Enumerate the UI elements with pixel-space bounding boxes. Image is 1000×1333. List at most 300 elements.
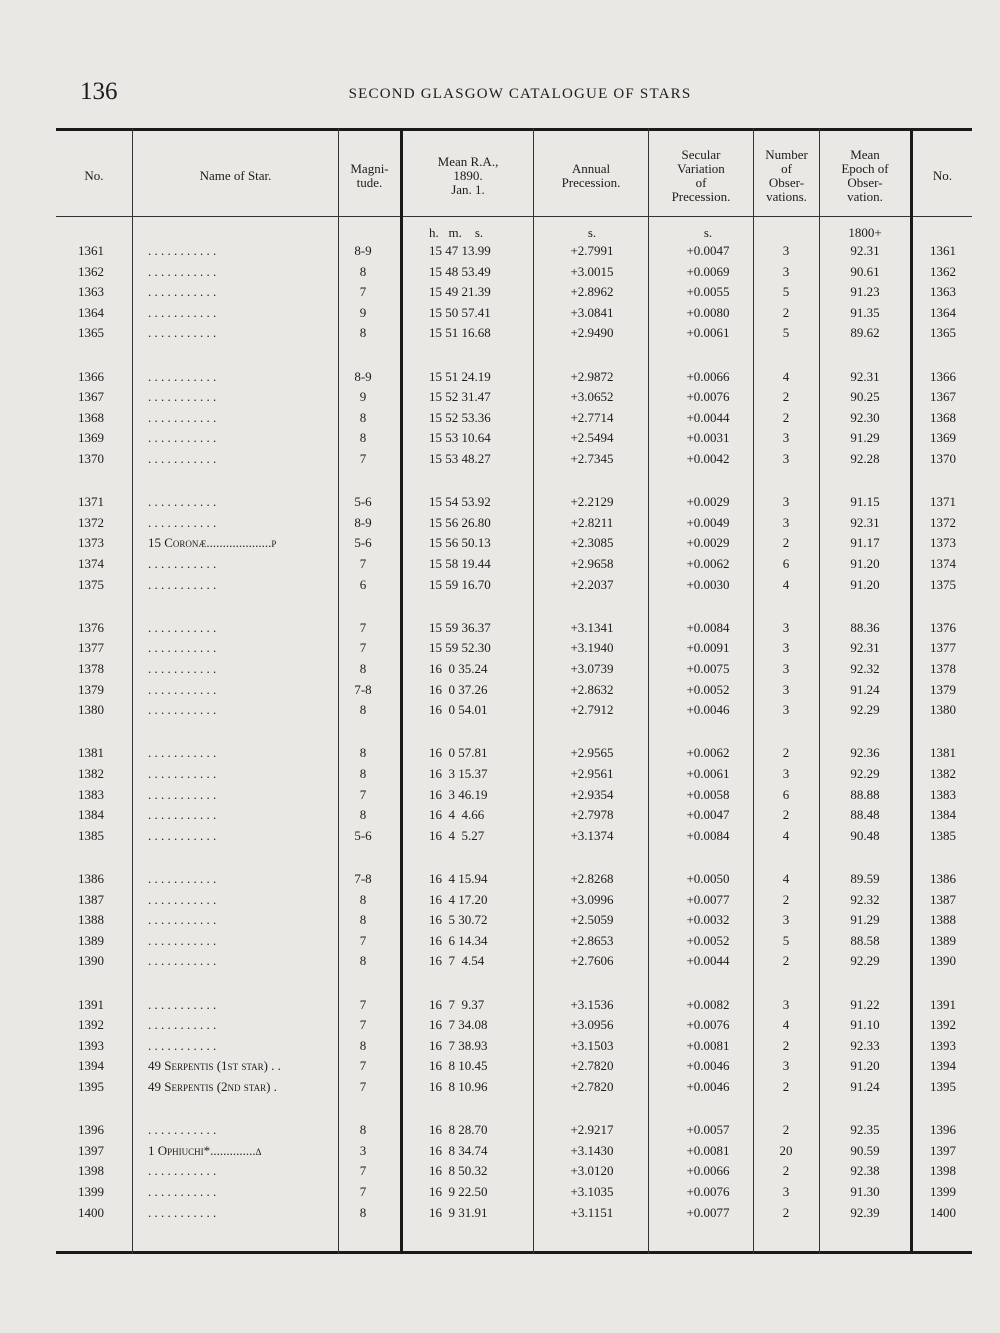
mean-ra: 16 4 5.27 bbox=[429, 827, 485, 843]
header-mean-epoch: Mean Epoch of Obser- vation. bbox=[841, 147, 889, 204]
mean-ra: 16 8 10.96 bbox=[429, 1079, 488, 1094]
magnitude: 7 bbox=[359, 1017, 367, 1033]
star-name: . . . . . . . . . . . bbox=[148, 1163, 217, 1179]
mean-epoch: 91.35 bbox=[850, 304, 880, 320]
annual-precession: +2.8632 bbox=[570, 681, 614, 697]
row-number-right: 1376 bbox=[930, 619, 956, 635]
mean-ra: 15 53 10.64 bbox=[429, 430, 491, 446]
row-number: 1377 bbox=[78, 640, 104, 656]
mean-epoch: 91.24 bbox=[850, 681, 880, 697]
observation-count: 4 bbox=[782, 871, 790, 886]
mean-ra: 16 9 22.50 bbox=[429, 1184, 488, 1199]
secular-variation: +0.0082 bbox=[686, 996, 730, 1012]
secular-variation: +0.0062 bbox=[686, 556, 730, 571]
annual-precession: +2.9217 bbox=[570, 1122, 614, 1138]
row-number-right: 1385 bbox=[930, 827, 956, 843]
magnitude: 6 bbox=[359, 576, 367, 592]
table-row bbox=[56, 702, 972, 722]
table-row bbox=[56, 305, 972, 325]
annual-precession: +2.7345 bbox=[570, 451, 614, 466]
secular-variation: +0.0042 bbox=[686, 451, 730, 466]
mean-ra: 16 7 38.93 bbox=[429, 1037, 488, 1053]
mean-epoch: 92.31 bbox=[850, 640, 880, 656]
table-row bbox=[56, 284, 972, 304]
mean-ra: 16 6 14.34 bbox=[429, 932, 488, 948]
unit-ra: h. m. s. bbox=[429, 225, 484, 240]
row-number: 1362 bbox=[78, 263, 104, 279]
annual-precession: +2.7991 bbox=[570, 243, 614, 258]
star-name: . . . . . . . . . . . bbox=[148, 661, 217, 676]
secular-variation: +0.0046 bbox=[686, 1058, 730, 1074]
star-name: . . . . . . . . . . . bbox=[148, 430, 217, 446]
table-top-rule bbox=[56, 128, 972, 131]
annual-precession: +3.1035 bbox=[570, 1184, 614, 1199]
observation-count: 5 bbox=[782, 932, 790, 948]
mean-ra: 16 9 31.91 bbox=[429, 1204, 488, 1220]
mean-epoch: 88.36 bbox=[850, 619, 880, 635]
annual-precession: +3.0652 bbox=[570, 389, 614, 405]
star-name: . . . . . . . . . . . bbox=[148, 702, 217, 718]
secular-variation: +0.0075 bbox=[686, 661, 730, 676]
secular-variation: +0.0058 bbox=[686, 786, 730, 802]
secular-variation: +0.0047 bbox=[686, 243, 730, 258]
mean-ra: 15 59 36.37 bbox=[429, 619, 491, 635]
row-number-right: 1378 bbox=[930, 661, 956, 676]
annual-precession: +2.7912 bbox=[570, 702, 614, 718]
magnitude: 8 bbox=[359, 766, 367, 781]
secular-variation: +0.0081 bbox=[686, 1142, 730, 1158]
row-number: 1371 bbox=[78, 494, 104, 510]
magnitude: 7 bbox=[359, 640, 367, 656]
magnitude: 8 bbox=[359, 661, 367, 676]
star-name: . . . . . . . . . . . bbox=[148, 996, 217, 1012]
observation-count: 4 bbox=[782, 1017, 790, 1033]
mean-ra: 15 52 31.47 bbox=[429, 389, 491, 405]
secular-variation: +0.0046 bbox=[686, 1079, 730, 1094]
secular-variation: +0.0057 bbox=[686, 1122, 730, 1138]
star-name: . . . . . . . . . . . bbox=[148, 304, 217, 320]
observation-count: 2 bbox=[782, 1037, 790, 1053]
table-row bbox=[56, 682, 972, 702]
mean-epoch: 91.29 bbox=[850, 430, 880, 446]
secular-variation: +0.0077 bbox=[686, 1204, 730, 1220]
table-bottom-rule bbox=[56, 1251, 972, 1254]
header-secular-variation: Secular Variation of Precession. bbox=[671, 147, 731, 204]
observation-count: 2 bbox=[782, 953, 790, 969]
magnitude: 8 bbox=[359, 409, 367, 425]
secular-variation: +0.0029 bbox=[686, 535, 730, 551]
table-row bbox=[56, 1143, 972, 1163]
mean-ra: 15 51 24.19 bbox=[429, 368, 491, 384]
secular-variation: +0.0050 bbox=[686, 871, 730, 886]
mean-epoch: 90.48 bbox=[850, 827, 880, 843]
table-row bbox=[56, 577, 972, 597]
mean-epoch: 91.29 bbox=[850, 912, 880, 928]
header-annual-precession: Annual Precession. bbox=[561, 161, 621, 190]
table-row bbox=[56, 787, 972, 807]
observation-count: 3 bbox=[782, 514, 790, 530]
magnitude: 7 bbox=[359, 556, 367, 571]
row-number-right: 1398 bbox=[930, 1163, 956, 1179]
row-number-right: 1399 bbox=[930, 1184, 956, 1199]
row-number: 1368 bbox=[78, 409, 104, 425]
header-name: Name of Star. bbox=[199, 168, 272, 183]
mean-ra: 16 4 17.20 bbox=[429, 891, 488, 907]
star-name: 49 Serpentis (2nd star) . bbox=[148, 1079, 277, 1094]
annual-precession: +3.0841 bbox=[570, 304, 614, 320]
mean-epoch: 91.15 bbox=[850, 494, 880, 510]
magnitude: 8 bbox=[359, 702, 367, 718]
row-number: 1375 bbox=[78, 576, 104, 592]
magnitude: 8 bbox=[359, 953, 367, 969]
magnitude: 9 bbox=[359, 389, 367, 405]
row-number: 1385 bbox=[78, 827, 104, 843]
star-name: . . . . . . . . . . . bbox=[148, 409, 217, 425]
observation-count: 4 bbox=[782, 576, 790, 592]
star-name: . . . . . . . . . . . bbox=[148, 368, 217, 384]
mean-epoch: 90.25 bbox=[850, 389, 880, 405]
secular-variation: +0.0062 bbox=[686, 745, 730, 761]
magnitude: 8-9 bbox=[354, 514, 372, 530]
magnitude: 7 bbox=[359, 1079, 367, 1094]
annual-precession: +2.8211 bbox=[570, 514, 614, 530]
table-row bbox=[56, 640, 972, 660]
row-number: 1369 bbox=[78, 430, 104, 446]
annual-precession: +2.8268 bbox=[570, 871, 614, 886]
secular-variation: +0.0084 bbox=[686, 619, 730, 635]
mean-ra: 16 0 37.26 bbox=[429, 681, 488, 697]
mean-epoch: 92.30 bbox=[850, 409, 880, 425]
magnitude: 8 bbox=[359, 1037, 367, 1053]
row-number-right: 1367 bbox=[930, 389, 956, 405]
observation-count: 2 bbox=[782, 807, 790, 823]
star-name: . . . . . . . . . . . bbox=[148, 681, 217, 697]
page-number: 136 bbox=[80, 78, 118, 105]
magnitude: 7 bbox=[359, 996, 367, 1012]
mean-epoch: 92.31 bbox=[850, 243, 880, 258]
row-number: 1383 bbox=[78, 786, 104, 802]
observation-count: 3 bbox=[782, 661, 790, 676]
secular-variation: +0.0044 bbox=[686, 953, 730, 969]
row-number: 1361 bbox=[78, 243, 104, 258]
mean-epoch: 92.32 bbox=[850, 891, 880, 907]
magnitude: 7 bbox=[359, 786, 367, 802]
observation-count: 2 bbox=[782, 389, 790, 405]
annual-precession: +3.0015 bbox=[570, 263, 614, 279]
mean-ra: 16 0 35.24 bbox=[429, 661, 488, 676]
observation-count: 3 bbox=[782, 243, 790, 258]
table-row bbox=[56, 494, 972, 514]
magnitude: 5-6 bbox=[354, 535, 372, 551]
table-row bbox=[56, 1038, 972, 1058]
row-number-right: 1372 bbox=[930, 514, 956, 530]
row-number: 1363 bbox=[78, 284, 104, 300]
magnitude: 3 bbox=[359, 1142, 367, 1158]
observation-count: 20 bbox=[779, 1142, 793, 1158]
row-number-right: 1397 bbox=[930, 1142, 956, 1158]
secular-variation: +0.0076 bbox=[686, 389, 730, 405]
mean-ra: 16 3 15.37 bbox=[429, 766, 488, 781]
header-no-right: No. bbox=[932, 168, 953, 183]
annual-precession: +2.7714 bbox=[570, 409, 614, 425]
magnitude: 5-6 bbox=[354, 827, 372, 843]
row-number: 1364 bbox=[78, 304, 104, 320]
mean-ra: 15 47 13.99 bbox=[429, 243, 491, 258]
secular-variation: +0.0052 bbox=[686, 932, 730, 948]
star-name: . . . . . . . . . . . bbox=[148, 556, 217, 571]
star-name: . . . . . . . . . . . bbox=[148, 1017, 217, 1033]
row-number-right: 1371 bbox=[930, 494, 956, 510]
star-name: . . . . . . . . . . . bbox=[148, 1037, 217, 1053]
row-number-right: 1366 bbox=[930, 368, 956, 384]
observation-count: 3 bbox=[782, 912, 790, 928]
mean-epoch: 91.20 bbox=[850, 576, 880, 592]
secular-variation: +0.0046 bbox=[686, 702, 730, 718]
annual-precession: +3.0956 bbox=[570, 1017, 614, 1033]
annual-precession: +3.1151 bbox=[570, 1204, 614, 1220]
row-number-right: 1365 bbox=[930, 325, 956, 341]
star-name: . . . . . . . . . . . bbox=[148, 871, 217, 886]
observation-count: 3 bbox=[782, 451, 790, 466]
annual-precession: +3.1940 bbox=[570, 640, 614, 656]
secular-variation: +0.0030 bbox=[686, 576, 730, 592]
secular-variation: +0.0069 bbox=[686, 263, 730, 279]
annual-precession: +2.2129 bbox=[570, 494, 614, 510]
table-row bbox=[56, 369, 972, 389]
row-number-right: 1381 bbox=[930, 745, 956, 761]
table-row bbox=[56, 766, 972, 786]
mean-epoch: 92.32 bbox=[850, 661, 880, 676]
row-number: 1370 bbox=[78, 451, 104, 466]
mean-ra: 16 8 28.70 bbox=[429, 1122, 488, 1138]
observation-count: 3 bbox=[782, 766, 790, 781]
star-name: . . . . . . . . . . . bbox=[148, 263, 217, 279]
row-number-right: 1375 bbox=[930, 576, 956, 592]
table-row bbox=[56, 325, 972, 345]
secular-variation: +0.0061 bbox=[686, 766, 730, 781]
observation-count: 3 bbox=[782, 640, 790, 656]
row-number: 1391 bbox=[78, 996, 104, 1012]
observation-count: 3 bbox=[782, 430, 790, 446]
row-number-right: 1382 bbox=[930, 766, 956, 781]
row-number-right: 1380 bbox=[930, 702, 956, 718]
observation-count: 5 bbox=[782, 284, 790, 300]
annual-precession: +2.9872 bbox=[570, 368, 614, 384]
table-row bbox=[56, 933, 972, 953]
row-number-right: 1400 bbox=[930, 1204, 956, 1220]
annual-precession: +2.7606 bbox=[570, 953, 614, 969]
annual-precession: +2.9565 bbox=[570, 745, 614, 761]
magnitude: 7-8 bbox=[354, 871, 372, 886]
observation-count: 3 bbox=[782, 996, 790, 1012]
row-number: 1365 bbox=[78, 325, 104, 341]
secular-variation: +0.0044 bbox=[686, 409, 730, 425]
row-number: 1376 bbox=[78, 619, 104, 635]
table-row bbox=[56, 410, 972, 430]
row-number-right: 1384 bbox=[930, 807, 956, 823]
star-name: . . . . . . . . . . . bbox=[148, 786, 217, 802]
annual-precession: +3.1430 bbox=[570, 1142, 614, 1158]
observation-count: 2 bbox=[782, 1122, 790, 1138]
annual-precession: +2.8962 bbox=[570, 284, 614, 300]
observation-count: 5 bbox=[782, 325, 790, 341]
row-number-right: 1388 bbox=[930, 912, 956, 928]
mean-ra: 15 58 19.44 bbox=[429, 556, 491, 571]
magnitude: 8 bbox=[359, 891, 367, 907]
magnitude: 9 bbox=[359, 304, 367, 320]
row-number-right: 1392 bbox=[930, 1017, 956, 1033]
magnitude: 8-9 bbox=[354, 368, 372, 384]
secular-variation: +0.0066 bbox=[686, 368, 730, 384]
magnitude: 7 bbox=[359, 619, 367, 635]
annual-precession: +3.1536 bbox=[570, 996, 614, 1012]
observation-count: 2 bbox=[782, 891, 790, 907]
mean-epoch: 90.59 bbox=[850, 1142, 880, 1158]
row-number: 1396 bbox=[78, 1122, 104, 1138]
secular-variation: +0.0091 bbox=[686, 640, 730, 656]
mean-epoch: 92.29 bbox=[850, 953, 880, 969]
observation-count: 2 bbox=[782, 1079, 790, 1094]
row-number: 1372 bbox=[78, 514, 104, 530]
row-number: 1400 bbox=[78, 1204, 104, 1220]
magnitude: 8 bbox=[359, 912, 367, 928]
annual-precession: +2.3085 bbox=[570, 535, 614, 551]
observation-count: 3 bbox=[782, 494, 790, 510]
row-number-right: 1379 bbox=[930, 681, 956, 697]
annual-precession: +3.0120 bbox=[570, 1163, 614, 1179]
mean-ra: 15 52 53.36 bbox=[429, 409, 491, 425]
star-name: . . . . . . . . . . . bbox=[148, 389, 217, 405]
row-number-right: 1368 bbox=[930, 409, 956, 425]
table-row bbox=[56, 264, 972, 284]
table-row bbox=[56, 451, 972, 471]
annual-precession: +2.5059 bbox=[570, 912, 614, 928]
magnitude: 7 bbox=[359, 451, 367, 466]
row-number-right: 1393 bbox=[930, 1037, 956, 1053]
annual-precession: +3.0996 bbox=[570, 891, 614, 907]
row-number: 1393 bbox=[78, 1037, 104, 1053]
magnitude: 8 bbox=[359, 1204, 367, 1220]
row-number: 1384 bbox=[78, 807, 104, 823]
mean-ra: 15 59 16.70 bbox=[429, 576, 491, 592]
secular-variation: +0.0055 bbox=[686, 284, 730, 300]
star-name: . . . . . . . . . . . bbox=[148, 766, 217, 781]
secular-variation: +0.0049 bbox=[686, 514, 730, 530]
mean-ra: 16 0 54.01 bbox=[429, 702, 488, 718]
mean-ra: 16 4 4.66 bbox=[429, 807, 485, 823]
mean-epoch: 91.10 bbox=[850, 1017, 880, 1033]
star-name: 49 Serpentis (1st star) . . bbox=[148, 1058, 281, 1074]
observation-count: 4 bbox=[782, 827, 790, 843]
table-row bbox=[56, 997, 972, 1017]
table-row bbox=[56, 535, 972, 555]
table-row bbox=[56, 953, 972, 973]
mean-ra: 16 8 34.74 bbox=[429, 1142, 488, 1158]
row-number: 1374 bbox=[78, 556, 104, 571]
mean-epoch: 92.38 bbox=[850, 1163, 880, 1179]
row-number-right: 1370 bbox=[930, 451, 956, 466]
mean-ra: 16 8 50.32 bbox=[429, 1163, 488, 1179]
star-name: . . . . . . . . . . . bbox=[148, 284, 217, 300]
star-name: . . . . . . . . . . . bbox=[148, 619, 217, 635]
table-row bbox=[56, 1184, 972, 1204]
mean-ra: 16 4 15.94 bbox=[429, 871, 488, 886]
observation-count: 3 bbox=[782, 702, 790, 718]
row-number-right: 1374 bbox=[930, 556, 956, 571]
running-title: SECOND GLASGOW CATALOGUE OF STARS bbox=[348, 86, 692, 102]
table-row bbox=[56, 1205, 972, 1225]
star-name: . . . . . . . . . . . bbox=[148, 953, 217, 969]
row-number: 1379 bbox=[78, 681, 104, 697]
table-row bbox=[56, 430, 972, 450]
magnitude: 7 bbox=[359, 284, 367, 300]
mean-epoch: 90.61 bbox=[850, 263, 880, 279]
secular-variation: +0.0077 bbox=[686, 891, 730, 907]
annual-precession: +3.1503 bbox=[570, 1037, 614, 1053]
row-number: 1387 bbox=[78, 891, 104, 907]
row-number-right: 1396 bbox=[930, 1122, 956, 1138]
row-number: 1398 bbox=[78, 1163, 104, 1179]
row-number-right: 1390 bbox=[930, 953, 956, 969]
header-bottom-rule bbox=[56, 216, 972, 217]
secular-variation: +0.0052 bbox=[686, 681, 730, 697]
row-number: 1399 bbox=[78, 1184, 104, 1199]
mean-ra: 15 53 48.27 bbox=[429, 451, 491, 466]
annual-precession: +2.2037 bbox=[570, 576, 614, 592]
observation-count: 2 bbox=[782, 745, 790, 761]
annual-precession: +2.7978 bbox=[570, 807, 614, 823]
row-number: 1390 bbox=[78, 953, 104, 969]
row-number: 1380 bbox=[78, 702, 104, 718]
row-number-right: 1389 bbox=[930, 932, 956, 948]
row-number: 1373 bbox=[78, 535, 104, 551]
row-number: 1389 bbox=[78, 932, 104, 948]
header-no: No. bbox=[84, 168, 104, 183]
secular-variation: +0.0061 bbox=[686, 325, 730, 341]
table-row bbox=[56, 389, 972, 409]
mean-epoch: 92.31 bbox=[850, 514, 880, 530]
observation-count: 3 bbox=[782, 681, 790, 697]
table-row bbox=[56, 1079, 972, 1099]
mean-epoch: 92.28 bbox=[850, 451, 880, 466]
observation-count: 2 bbox=[782, 535, 790, 551]
mean-epoch: 91.23 bbox=[850, 284, 880, 300]
star-name: . . . . . . . . . . . bbox=[148, 325, 217, 341]
magnitude: 7 bbox=[359, 932, 367, 948]
row-number: 1386 bbox=[78, 871, 104, 886]
table-row bbox=[56, 661, 972, 681]
row-number-right: 1364 bbox=[930, 304, 956, 320]
mean-ra: 16 3 46.19 bbox=[429, 786, 488, 802]
mean-ra: 16 7 9.37 bbox=[429, 996, 485, 1012]
observation-count: 3 bbox=[782, 1058, 790, 1074]
observation-count: 2 bbox=[782, 1163, 790, 1179]
star-name: . . . . . . . . . . . bbox=[148, 1184, 217, 1199]
table-row bbox=[56, 556, 972, 576]
mean-epoch: 92.35 bbox=[850, 1122, 880, 1138]
secular-variation: +0.0031 bbox=[686, 430, 730, 446]
table-row bbox=[56, 745, 972, 765]
observation-count: 4 bbox=[782, 368, 790, 384]
observation-count: 2 bbox=[782, 409, 790, 425]
table-row bbox=[56, 912, 972, 932]
mean-ra: 16 8 10.45 bbox=[429, 1058, 488, 1074]
star-name: . . . . . . . . . . . bbox=[148, 807, 217, 823]
secular-variation: +0.0076 bbox=[686, 1017, 730, 1033]
magnitude: 8 bbox=[359, 325, 367, 341]
mean-ra: 16 5 30.72 bbox=[429, 912, 488, 928]
row-number: 1394 bbox=[78, 1058, 104, 1074]
